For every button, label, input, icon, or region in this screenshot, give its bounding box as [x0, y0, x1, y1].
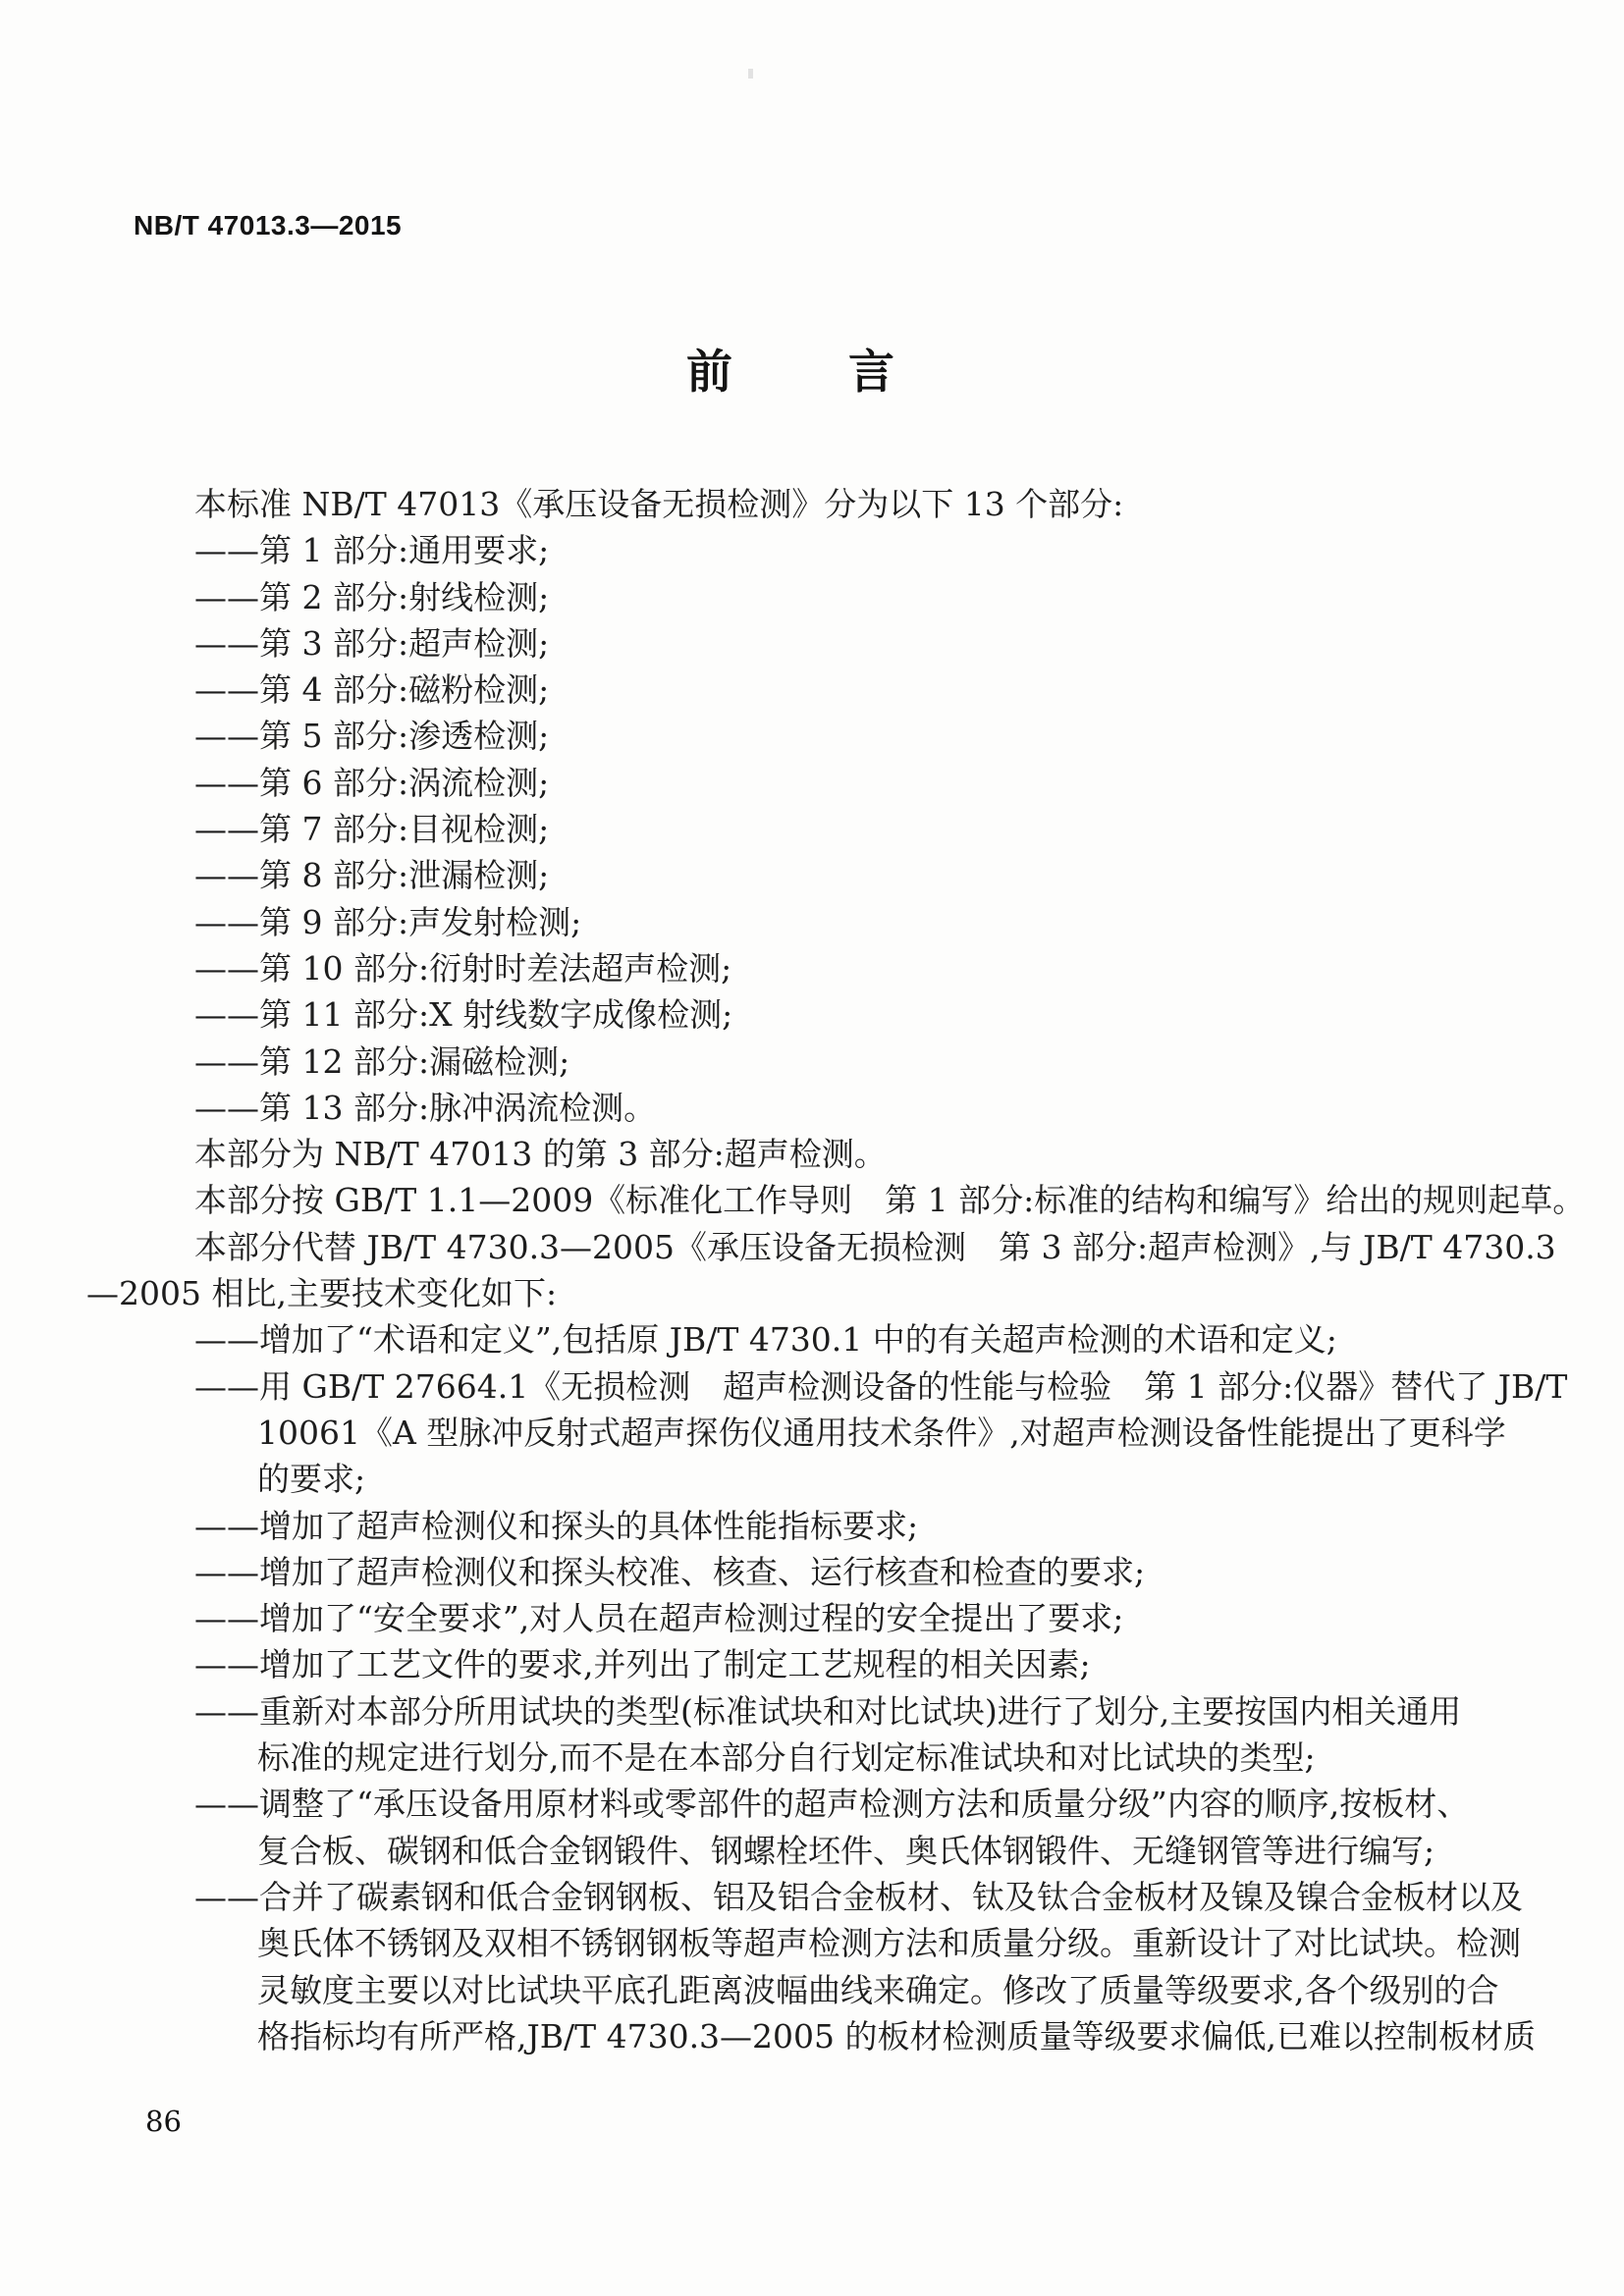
text-line: ——增加了超声检测仪和探头校准、核查、运行核查和检查的要求; — [194, 1552, 1146, 1591]
text-line: 本部分按 GB/T 1.1—2009《标准化工作导则 第 1 部分:标准的结构和编写》给出的规则起草。 — [194, 1181, 1586, 1220]
text-line: 的要求; — [257, 1460, 366, 1499]
text-line: ——第 7 部分:目视检测; — [194, 810, 550, 849]
text-line: ——增加了“术语和定义”,包括原 JB/T 4730.1 中的有关超声检测的术语和定义; — [194, 1320, 1337, 1360]
text-line: ——第 4 部分:磁粉检测; — [194, 670, 550, 710]
text-line: ——调整了“承压设备用原材料或零部件的超声检测方法和质量分级”内容的顺序,按板材、 — [194, 1785, 1470, 1824]
text-line: 灵敏度主要以对比试块平底孔距离波幅曲线来确定。修改了质量等级要求,各个级别的合 — [257, 1970, 1499, 2009]
text-line: ——第 11 部分:X 射线数字成像检测; — [194, 995, 733, 1035]
title-char-qian: 前 — [686, 346, 732, 400]
text-line: ——增加了“安全要求”,对人员在超声检测过程的安全提出了要求; — [194, 1599, 1124, 1638]
text-line: ——增加了超声检测仪和探头的具体性能指标要求; — [194, 1506, 919, 1545]
text-line: 本部分为 NB/T 47013 的第 3 部分:超声检测。 — [194, 1135, 887, 1174]
text-line: 本标准 NB/T 47013《承压设备无损检测》分为以下 13 个部分: — [194, 485, 1124, 523]
text-line: 10061《A 型脉冲反射式超声探伤仪通用技术条件》,对超声检测设备性能提出了更科学 — [257, 1413, 1506, 1452]
text-line: ——第 6 部分:涡流检测; — [194, 763, 550, 802]
text-line: 复合板、碳钢和低合金钢锻件、钢螺栓坯件、奥氏体钢锻件、无缝钢管等进行编写; — [257, 1831, 1435, 1870]
text-line: ——第 12 部分:漏磁检测; — [194, 1041, 570, 1081]
text-line: —2005 相比,主要技术变化如下: — [86, 1274, 558, 1313]
text-line: 奥氏体不锈钢及双相不锈钢钢板等超声检测方法和质量分级。重新设计了对比试块。检测 — [257, 1924, 1521, 1963]
text-line: ——合并了碳素钢和低合金钢钢板、铝及铝合金板材、钛及钛合金板材及镍及镍合金板材以及 — [194, 1877, 1523, 1916]
text-line: ——第 13 部分:脉冲涡流检测。 — [194, 1088, 657, 1127]
text-line: ——用 GB/T 27664.1《无损检测 超声检测设备的性能与检验 第 1 部分:仪器》替代了 JB/T — [194, 1366, 1568, 1406]
text-line: ——第 3 部分:超声检测; — [194, 623, 550, 663]
text-line: ——增加了工艺文件的要求,并列出了制定工艺规程的相关因素; — [194, 1645, 1091, 1684]
text-line: 标准的规定进行划分,而不是在本部分自行划定标准试块和对比试块的类型; — [257, 1738, 1316, 1778]
text-line: ——第 1 部分:通用要求; — [194, 531, 550, 570]
scan-artifact — [748, 69, 753, 79]
text-line: ——第 2 部分:射线检测; — [194, 577, 550, 616]
page-title — [0, 336, 1581, 401]
body-text — [86, 481, 1586, 2059]
standard-number: NB/T 47013.3—2015 — [134, 210, 403, 240]
text-line: ——重新对本部分所用试块的类型(标准试块和对比试块)进行了划分,主要按国内相关通用 — [194, 1691, 1462, 1731]
title-char-yan: 言 — [848, 346, 894, 400]
text-line: ——第 8 部分:泄漏检测; — [194, 856, 550, 895]
text-line: ——第 5 部分:渗透检测; — [194, 717, 550, 756]
page-number: 86 — [145, 2105, 182, 2138]
text-line: 本部分代替 JB/T 4730.3—2005《承压设备无损检测 第 3 部分:超声检测》,与 JB/T 4730.3 — [194, 1227, 1556, 1266]
text-line: ——第 10 部分:衍射时差法超声检测; — [194, 948, 732, 988]
text-line: 格指标均有所严格,JB/T 4730.3—2005 的板材检测质量等级要求偏低,已难以控制板材质 — [257, 2016, 1537, 2056]
text-line: ——第 9 部分:声发射检测; — [194, 902, 582, 941]
